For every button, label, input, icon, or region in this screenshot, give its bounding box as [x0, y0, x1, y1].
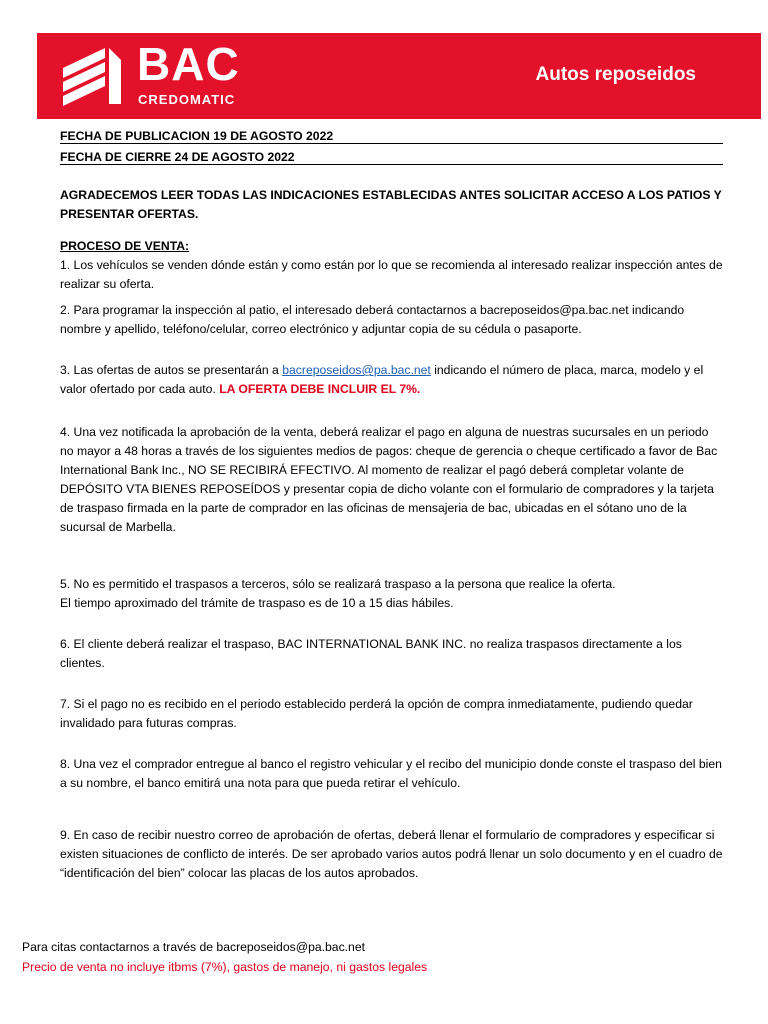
process-item-7: 7. Si el pago no es recibido en el periodo establecido perderá la opción de compra inmediatamente, pudiendo quedar invalidado para futuras compras.: [60, 697, 693, 730]
item-3-text-start: 3. Las ofertas de autos se presentarán a: [60, 363, 283, 377]
process-item-6: 6. El cliente deberá realizar el traspaso, BAC INTERNATIONAL BANK INC. no realiza traspasos directamente a los clientes.: [60, 637, 682, 670]
process-item-5-line-2: El tiempo aproximado del trámite de traspaso es de 10 a 15 dias hábiles.: [60, 596, 454, 610]
offer-warning: LA OFERTA DEBE INCLUIR EL 7%.: [219, 382, 421, 396]
process-item-2: 2. Para programar la inspección al patio, el interesado deberá contactarnos a bacreposeidos@pa.bac.net indicando nombre y apellido, teléfono/celular, correo electrónico y adjuntar copia de su cédula o pasaporte.: [60, 303, 685, 336]
logo-subtext: CREDOMATIC: [138, 92, 236, 107]
process-item-5-line-1: 5. No es permitido el traspasos a terceros, sólo se realizará traspaso a la persona que realice la oferta.: [60, 577, 616, 591]
header-banner: [37, 33, 761, 119]
process-heading: PROCESO DE VENTA:: [60, 239, 190, 253]
notice-text: AGRADECEMOS LEER TODAS LAS INDICACIONES ESTABLECIDAS ANTES SOLICITAR ACCESO A LOS PATIOS Y PRESENTAR OFERTAS.: [60, 188, 722, 221]
process-item-8: 8. Una vez el comprador entregue al banco el registro vehicular y el recibo del municipio donde conste el traspaso del bien a su nombre, el banco emitirá una nota para que pueda retirar el vehículo.: [60, 757, 722, 790]
price-disclaimer: Precio de venta no incluye itbms (7%), gastos de manejo, ni gastos legales: [22, 960, 428, 974]
logo-text: BAC: [137, 38, 240, 90]
closing-date: FECHA DE CIERRE 24 DE AGOSTO 2022: [60, 151, 723, 165]
process-item-9: 9. En caso de recibir nuestro correo de aprobación de ofertas, deberá llenar el formulario de compradores y especificar si existen situaciones de conflicto de interés. De ser aprobado varios autos podrá llenar un solo documento y en el cuadro de “identificación del bien” colocar las placas de los autos aprobados.: [60, 828, 723, 880]
publication-date: FECHA DE PUBLICACION 19 DE AGOSTO 2022: [60, 130, 723, 144]
process-item-1: 1. Los vehículos se venden dónde están y como están por lo que se recomienda al interesado realizar inspección antes de realizar su oferta.: [60, 258, 723, 291]
bac-stripes-logo-icon: [61, 46, 123, 108]
contact-footer: Para citas contactarnos a través de bacreposeidos@pa.bac.net: [22, 940, 365, 954]
page-title: Autos reposeidos: [535, 64, 696, 85]
process-item-4: 4. Una vez notificada la aprobación de la venta, deberá realizar el pago en alguna de nuestras sucursales en un periodo no mayor a 48 horas a través de los siguientes medios de pagos: cheque de gerencia o cheque certificado a favor de Bac International Bank Inc., NO SE RECIBIRÁ EFECTIVO. Al momento de realizar el pagó deberá completar volante de DEPÓSITO VTA BIENES REPOSEÍDOS y presentar copia de dicho volante con el formulario de compradores y la tarjeta de traspaso firmada en la parte de comprador en las oficinas de mensajeria de bac, ubicadas en el sótano uno de la sucursal de Marbella.: [60, 425, 718, 534]
item-3-text-end: indicando el número de placa, marca, modelo y el valor ofertado por cada auto.: [60, 363, 704, 396]
process-item-3: [60, 361, 725, 399]
email-link[interactable]: bacreposeidos@pa.bac.net: [282, 363, 431, 377]
